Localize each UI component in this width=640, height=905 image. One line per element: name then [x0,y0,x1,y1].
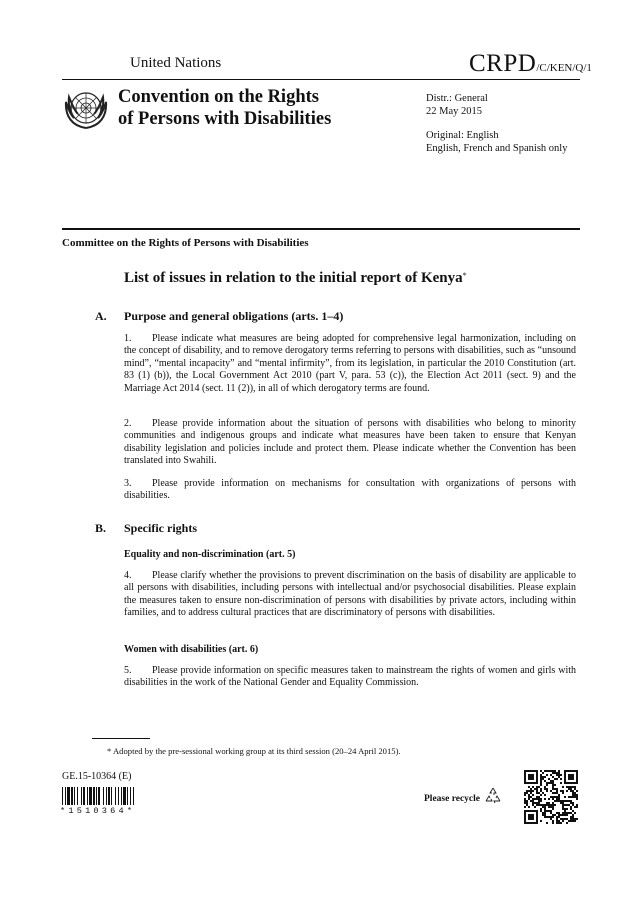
paragraph-text: Please provide information about the situation of persons with disabilities who belong to minority communities and indigenous groups and indicate what measures have been taken to ensure that Kenyan disability legislation and policies include and protect them. Please indicate whether the Convention has been translated into Swahili. [124,418,576,467]
organization-name: United Nations [130,55,222,71]
subsection-heading-equality: Equality and non-discrimination (art. 5) [124,549,296,560]
section-b-title: Specific rights [124,521,197,535]
paragraph-number: 1. [124,333,132,344]
distribution-info [426,92,488,118]
paragraph-text: Please provide information on mechanisms for consultation with organizations of persons with disabilities. [124,478,576,502]
qr-code-icon [524,770,578,824]
barcode-icon [62,787,157,805]
paragraph-number: 2. [124,418,132,429]
available-languages: English, French and Spanish only [426,143,568,154]
paragraph-number: 3. [124,478,132,489]
footnote-text: * Adopted by the pre-sessional working group at its third session (20–24 April 2015). [107,746,401,756]
footnote-rule [92,738,150,739]
paragraph-text: Please indicate what measures are being adopted for comprehensive legal harmonization, including on the concept of disability, and to remove derogatory terms referring to persons with disabilities, such as “unsound mind”, “mental incapacity” and “mental infirmity”, from its legislation, in particular the 2010 Constitution (art. 83 (1) (b)), the Local Government Act 2010 (part V, para. 53 (c)), the Election Act 2011 (sect. 9) and the Marriage Act 2014 (sect. 11 (2)), in all of which derogatory terms are found. [124,333,576,394]
subsection-heading-women: Women with disabilities (art. 6) [124,644,259,655]
original-language: Original: English [426,130,499,141]
document-title-text: List of issues in relation to the initial report of Kenya [124,270,463,286]
paragraph-5 [124,665,576,690]
paragraph-text: Please provide information on specific measures taken to mainstream the rights of women and girls with disabilities in the work of the National Gender and Equality Commission. [124,665,576,689]
paragraph-text: Please clarify whether the provisions to prevent discrimination on the basis of disability are applicable to all persons with disabilities, including persons with intellectual and/or psychosocial disabilities. Please explain the measures taken to ensure non-discrimination of persons with disabilities by private actors, including within families, and to address cultural practices that are discriminatory of persons with disabilities. [124,570,576,619]
section-b-letter: B. [95,521,107,535]
distribution-status: Distr.: General [426,93,488,104]
treaty-body-title-line-2: of Persons with Disabilities [118,109,332,129]
un-emblem-icon [62,84,110,132]
header-rule [62,79,580,80]
language-info [426,129,567,155]
recycle-icon [483,786,503,806]
header-divider [62,228,580,230]
treaty-body-title [118,86,331,130]
footnote-marker: * [462,271,467,280]
committee-name: Committee on the Rights of Persons with Disabilities [62,237,309,249]
job-number: GE.15-10364 (E) [62,771,132,782]
paragraph-number: 4. [124,570,132,581]
paragraph-3 [124,478,576,503]
symbol-main: CRPD [469,50,537,77]
section-a-title: Purpose and general obligations (arts. 1–4) [124,309,344,323]
document-date: 22 May 2015 [426,106,482,117]
recycle-label: Please recycle [424,794,480,804]
paragraph-4 [124,570,576,620]
paragraph-2 [124,418,576,468]
section-a-letter: A. [95,309,107,323]
treaty-body-title-line-1: Convention on the Rights [118,87,319,107]
symbol-suffix: /C/KEN/Q/1 [536,62,592,74]
paragraph-1 [124,333,576,395]
document-symbol [469,50,592,78]
paragraph-number: 5. [124,665,132,676]
barcode-number: *1510364* [60,806,136,816]
document-title [124,270,467,287]
